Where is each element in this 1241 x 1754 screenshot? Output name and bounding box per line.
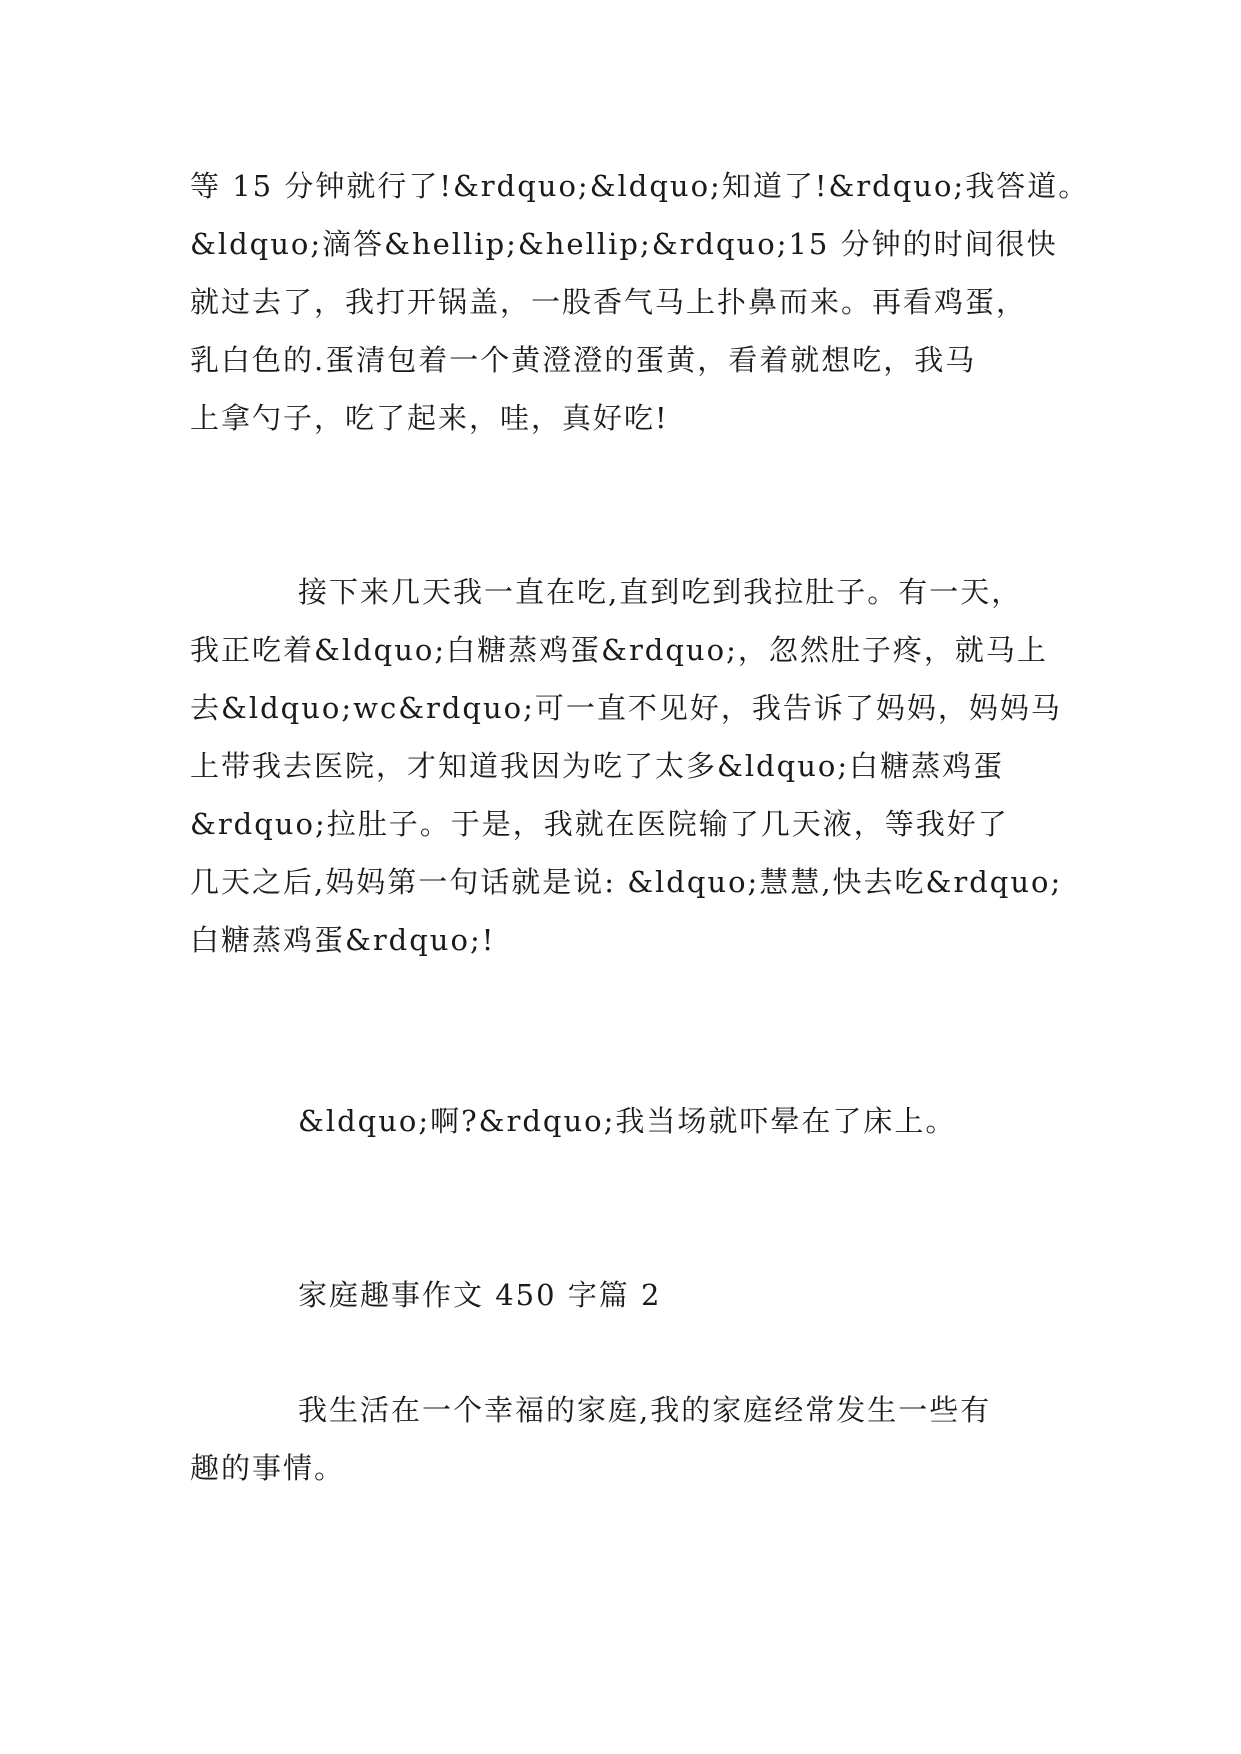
text-line: 接下来几天我一直在吃,直到吃到我拉肚子。有一天， xyxy=(298,575,1023,609)
text-line: &ldquo;滴答&hellip;&hellip;&rdquo;15 分钟的时间很快 xyxy=(190,227,1058,261)
text-line: 几天之后,妈妈第一句话就是说: &ldquo;慧慧,快去吃&rdquo; xyxy=(190,865,1063,899)
text-line: 上拿勺子，吃了起来，哇，真好吃! xyxy=(190,401,669,435)
paragraph-3 xyxy=(190,1092,1050,1150)
text-line: 我正吃着&ldquo;白糖蒸鸡蛋&rdquo;，忽然肚子疼，就马上 xyxy=(190,633,1048,667)
text-line: 白糖蒸鸡蛋&rdquo;! xyxy=(190,923,496,957)
paragraph-2 xyxy=(190,563,1063,969)
heading-text: 家庭趣事作文 450 字篇 2 xyxy=(298,1278,662,1312)
section-heading xyxy=(190,1266,1050,1324)
text-line: &rdquo;拉肚子。于是，我就在医院输了几天液，等我好了 xyxy=(190,807,1009,841)
text-line: 趣的事情。 xyxy=(190,1451,346,1485)
text-line: 上带我去医院，才知道我因为吃了太多&ldquo;白糖蒸鸡蛋 xyxy=(190,749,1005,783)
text-line: 就过去了，我打开锅盖，一股香气马上扑鼻而来。再看鸡蛋， xyxy=(190,285,1028,319)
paragraph-1 xyxy=(190,157,1090,447)
paragraph-4 xyxy=(190,1381,1050,1497)
text-line: 去&ldquo;wc&rdquo;可一直不见好，我告诉了妈妈，妈妈马 xyxy=(190,691,1062,725)
text-line: 等 15 分钟就行了!&rdquo;&ldquo;知道了!&rdquo;我答道。 xyxy=(190,169,1090,203)
text-line: 乳白色的.蛋清包着一个黄澄澄的蛋黄，看着就想吃，我马 xyxy=(190,343,977,377)
text-line: &ldquo;啊?&rdquo;我当场就吓晕在了床上。 xyxy=(298,1104,957,1138)
text-line: 我生活在一个幸福的家庭,我的家庭经常发生一些有 xyxy=(298,1393,992,1427)
